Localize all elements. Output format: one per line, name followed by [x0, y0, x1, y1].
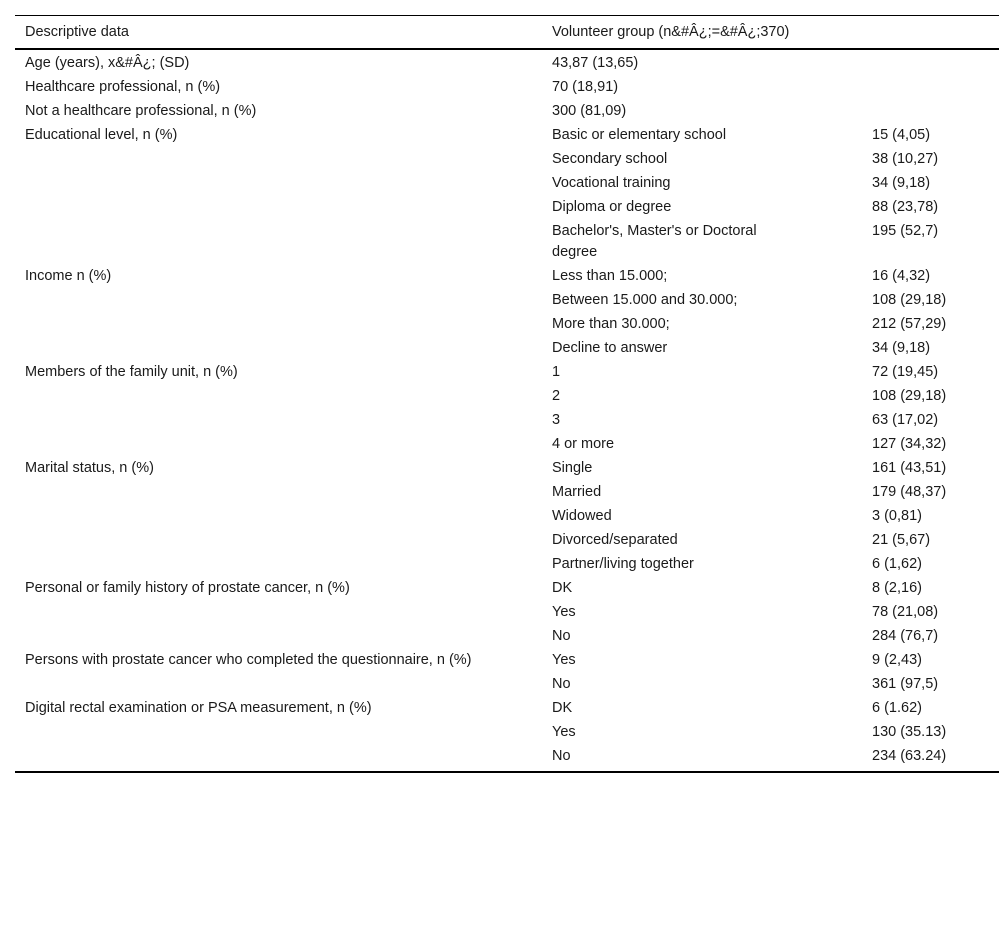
row-subcategory: [542, 505, 862, 529]
row-subcategory: [542, 697, 862, 721]
row-value: [862, 289, 999, 313]
table-row: [15, 505, 999, 529]
subcategory-text: Single: [552, 460, 593, 476]
value-text: 72 (19,45): [872, 364, 939, 380]
row-subcategory: [542, 625, 862, 649]
value-text: 108 (29,18): [872, 292, 947, 308]
table-header-row: [15, 16, 999, 50]
row-label: Members of the family unit, n (%): [25, 364, 238, 380]
row-label: [15, 505, 542, 529]
row-subcategory: [542, 409, 862, 433]
value-text: 361 (97,5): [872, 676, 939, 692]
subcategory-text: Yes: [552, 724, 576, 740]
row-subcategory: [542, 220, 862, 265]
value-text: 63 (17,02): [872, 412, 939, 428]
row-label: [15, 385, 542, 409]
row-value: [862, 505, 999, 529]
table-row: [15, 196, 999, 220]
table-row: [15, 148, 999, 172]
subcategory-text: Basic or elementary school: [552, 127, 727, 143]
value-text: 15 (4,05): [872, 127, 931, 143]
row-label: [15, 313, 542, 337]
row-subcategory: [542, 577, 862, 601]
header-volunteer-group: Volunteer group (n&#Â¿;=&#Â¿;370): [542, 16, 999, 50]
table-row: [15, 265, 999, 289]
row-subcategory: [542, 433, 862, 457]
table-row: [15, 172, 999, 196]
row-subcategory: 70 (18,91): [552, 79, 619, 95]
row-subcategory: 43,87 (13,65): [552, 55, 639, 71]
table-row: [15, 49, 999, 76]
subcategory-text: DK: [552, 700, 573, 716]
row-label: Healthcare professional, n (%): [25, 79, 221, 95]
row-label: [15, 172, 542, 196]
subcategory-text: 1: [552, 364, 561, 380]
row-label: Age (years), x&#Â¿; (SD): [25, 55, 190, 71]
table-row: [15, 124, 999, 148]
row-value: [862, 649, 999, 673]
subcategory-text: Secondary school: [552, 151, 668, 167]
value-text: 9 (2,43): [872, 652, 922, 668]
row-subcategory: [542, 601, 862, 625]
row-label: [15, 433, 542, 457]
value-text: 234 (63.24): [872, 748, 947, 764]
subcategory-text: Married: [552, 484, 602, 500]
value-text: 88 (23,78): [872, 199, 939, 215]
row-value: [862, 337, 999, 361]
row-label: Marital status, n (%): [25, 460, 154, 476]
table-row: [15, 625, 999, 649]
table-row: [15, 601, 999, 625]
row-label: [15, 601, 542, 625]
descriptive-data-table: [15, 15, 999, 773]
row-value: [862, 457, 999, 481]
row-value: [862, 625, 999, 649]
row-label: Personal or family history of prostate cancer, n (%): [25, 580, 350, 596]
row-value: [862, 433, 999, 457]
row-subcategory: [542, 172, 862, 196]
row-value: [862, 745, 999, 772]
value-text: 130 (35.13): [872, 724, 947, 740]
table-row: [15, 313, 999, 337]
row-value: [862, 124, 999, 148]
row-label: [15, 673, 542, 697]
row-subcategory: [542, 289, 862, 313]
subcategory-text: 3: [552, 412, 561, 428]
row-label: [15, 625, 542, 649]
row-label: Persons with prostate cancer who completed the questionnaire, n (%): [25, 652, 472, 668]
subcategory-text: No: [552, 748, 571, 764]
row-subcategory: [542, 361, 862, 385]
row-subcategory: [542, 721, 862, 745]
table-row: [15, 457, 999, 481]
value-text: 195 (52,7): [872, 223, 939, 239]
row-subcategory: [542, 745, 862, 772]
table-row: [15, 721, 999, 745]
row-value: [862, 697, 999, 721]
row-subcategory: [542, 673, 862, 697]
value-text: 161 (43,51): [872, 460, 947, 476]
row-value: [862, 673, 999, 697]
row-subcategory: [542, 457, 862, 481]
table-row: [15, 649, 999, 673]
table-body: [15, 49, 999, 772]
row-value: [862, 385, 999, 409]
row-label: [15, 337, 542, 361]
table-row: [15, 100, 999, 124]
value-text: 8 (2,16): [872, 580, 922, 596]
subcategory-text: 4 or more: [552, 436, 615, 452]
value-text: 34 (9,18): [872, 175, 931, 191]
subcategory-text: DK: [552, 580, 573, 596]
table-row: [15, 385, 999, 409]
subcategory-text: Divorced/separated: [552, 532, 678, 548]
row-subcategory: [542, 649, 862, 673]
row-value: [862, 577, 999, 601]
row-label: Income n (%): [25, 268, 112, 284]
table-row: [15, 481, 999, 505]
value-text: 16 (4,32): [872, 268, 931, 284]
row-label: [15, 409, 542, 433]
row-value: [862, 721, 999, 745]
row-value: [862, 313, 999, 337]
row-value: [862, 172, 999, 196]
row-value: [862, 529, 999, 553]
row-value: [862, 601, 999, 625]
value-text: 21 (5,67): [872, 532, 931, 548]
row-subcategory: [542, 529, 862, 553]
value-text: 6 (1.62): [872, 700, 922, 716]
subcategory-text: More than 30.000;: [552, 316, 670, 332]
table-row: [15, 337, 999, 361]
subcategory-text: No: [552, 628, 571, 644]
row-label: [15, 553, 542, 577]
subcategory-text: Decline to answer: [552, 340, 668, 356]
table-row: [15, 529, 999, 553]
row-value: [862, 196, 999, 220]
table-row: [15, 289, 999, 313]
table-row: [15, 409, 999, 433]
row-value: [862, 265, 999, 289]
table-row: [15, 577, 999, 601]
table-row: [15, 745, 999, 772]
row-value: [862, 553, 999, 577]
value-text: 3 (0,81): [872, 508, 922, 524]
header-descriptive-data: Descriptive data: [15, 16, 542, 50]
row-label: [15, 721, 542, 745]
table-row: [15, 76, 999, 100]
row-subcategory: [542, 265, 862, 289]
subcategory-text: Yes: [552, 604, 576, 620]
value-text: 212 (57,29): [872, 316, 947, 332]
value-text: 127 (34,32): [872, 436, 947, 452]
subcategory-text: Vocational training: [552, 175, 671, 191]
row-subcategory: [542, 337, 862, 361]
row-label: [15, 481, 542, 505]
table-row: [15, 361, 999, 385]
subcategory-text: Diploma or degree: [552, 199, 672, 215]
subcategory-text: Partner/living together: [552, 556, 694, 572]
table-row: [15, 673, 999, 697]
row-label: [15, 148, 542, 172]
subcategory-text: Less than 15.000;: [552, 268, 668, 284]
value-text: 108 (29,18): [872, 388, 947, 404]
row-label: [15, 220, 542, 265]
row-subcategory: [542, 124, 862, 148]
row-value: [862, 148, 999, 172]
value-text: 179 (48,37): [872, 484, 947, 500]
subcategory-text: Yes: [552, 652, 576, 668]
value-text: 38 (10,27): [872, 151, 939, 167]
value-text: 34 (9,18): [872, 340, 931, 356]
row-subcategory: 300 (81,09): [552, 103, 627, 119]
row-value: [862, 220, 999, 265]
value-text: 78 (21,08): [872, 604, 939, 620]
row-subcategory: [542, 313, 862, 337]
subcategory-text: Bachelor's, Master's or Doctoral degree: [552, 223, 757, 260]
table-row: [15, 220, 999, 265]
row-subcategory: [542, 196, 862, 220]
row-label: Digital rectal examination or PSA measurement, n (%): [25, 700, 372, 716]
subcategory-text: 2: [552, 388, 561, 404]
row-subcategory: [542, 553, 862, 577]
row-subcategory: [542, 481, 862, 505]
table-row: [15, 553, 999, 577]
row-label: [15, 196, 542, 220]
row-label: Educational level, n (%): [25, 127, 178, 143]
row-value: [862, 409, 999, 433]
row-value: [862, 481, 999, 505]
table-row: [15, 697, 999, 721]
row-label: [15, 745, 542, 772]
subcategory-text: Widowed: [552, 508, 612, 524]
row-label: [15, 529, 542, 553]
subcategory-text: No: [552, 676, 571, 692]
value-text: 284 (76,7): [872, 628, 939, 644]
table-row: [15, 433, 999, 457]
row-value: [862, 361, 999, 385]
value-text: 6 (1,62): [872, 556, 922, 572]
row-label: [15, 289, 542, 313]
row-subcategory: [542, 148, 862, 172]
row-label: Not a healthcare professional, n (%): [25, 103, 257, 119]
subcategory-text: Between 15.000 and 30.000;: [552, 292, 738, 308]
row-subcategory: [542, 385, 862, 409]
